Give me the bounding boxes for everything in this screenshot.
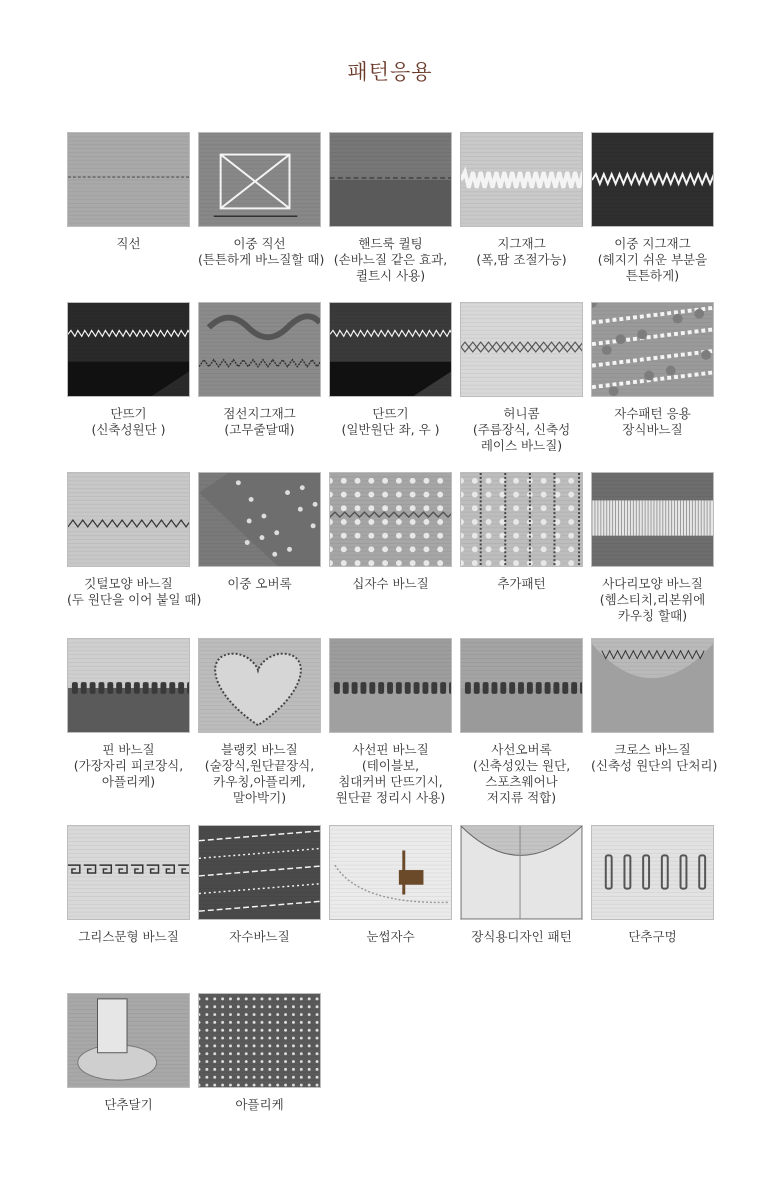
pattern-name: 크로스 바느질 <box>614 742 691 757</box>
shell-tuck-icon <box>329 638 452 733</box>
pattern-name: 점선지그재그 <box>223 406 296 421</box>
pattern-name: 핀 바느질 <box>102 742 155 757</box>
pattern-item <box>67 638 190 806</box>
pattern-caption <box>329 929 452 945</box>
pattern-description: (신축성원단 ) <box>91 422 166 437</box>
honeycomb-icon <box>460 302 583 397</box>
pattern-name: 허니콤 <box>503 406 540 421</box>
pattern-description: (손바느질 같은 효과, <box>333 252 448 267</box>
pattern-row <box>67 472 714 624</box>
pattern-item <box>460 472 583 624</box>
pattern-caption <box>591 406 714 438</box>
pattern-row <box>67 302 714 454</box>
embroidery-icon <box>198 825 321 920</box>
pattern-caption <box>198 576 321 592</box>
cross-stitch-stretch-icon <box>591 638 714 733</box>
pattern-item <box>591 132 714 284</box>
pattern-description: 카우칭,아플리케, <box>213 774 306 789</box>
pattern-name: 단추구멍 <box>628 929 677 944</box>
pattern-caption <box>67 742 190 790</box>
pattern-caption <box>198 1097 321 1113</box>
pattern-item <box>329 132 452 284</box>
pattern-row <box>67 132 714 284</box>
pattern-item <box>591 302 714 454</box>
pattern-description: 레이스 바느질) <box>480 438 563 453</box>
pattern-item <box>460 638 583 806</box>
pattern-item <box>460 825 583 945</box>
dotted-zigzag-icon <box>198 302 321 397</box>
pattern-description: 저지류 적합) <box>486 790 557 805</box>
buttonhole-icon <box>591 825 714 920</box>
hem-blind-icon <box>329 302 452 397</box>
pattern-name: 장식용디자인 패턴 <box>471 929 572 944</box>
pattern-name: 자수바느질 <box>229 929 290 944</box>
pattern-caption <box>67 236 190 252</box>
pattern-caption <box>329 742 452 806</box>
pattern-item <box>67 825 190 945</box>
pattern-caption <box>460 406 583 454</box>
eyelash-embroidery-icon <box>329 825 452 920</box>
pattern-name: 깃털모양 바느질 <box>84 576 173 591</box>
pattern-item <box>67 472 202 624</box>
pattern-caption <box>198 929 321 945</box>
pattern-name: 단추달기 <box>104 1097 153 1112</box>
zigzag-icon <box>460 132 583 227</box>
pattern-description: (가장자리 피코장식, <box>73 758 184 773</box>
pattern-item <box>67 302 190 454</box>
pattern-description: (고무줄달때) <box>224 422 295 437</box>
pattern-item <box>198 825 321 945</box>
pattern-name: 추가패턴 <box>497 576 546 591</box>
pin-stitch-icon <box>67 638 190 733</box>
pattern-description: (헤지기 쉬운 부분을 <box>597 252 708 267</box>
applique-icon <box>198 993 321 1088</box>
pattern-name: 단뜨기 <box>372 406 409 421</box>
pattern-description: 아플리케) <box>101 774 156 789</box>
pattern-item <box>329 472 452 624</box>
pattern-item <box>198 993 321 1113</box>
pattern-caption <box>67 929 190 945</box>
pattern-name: 단뜨기 <box>110 406 147 421</box>
pattern-name: 직선 <box>116 236 141 251</box>
pattern-name: 그리스문형 바느질 <box>78 929 179 944</box>
pattern-description: 원단끝 정리시 사용) <box>335 790 446 805</box>
feather-stitch-icon <box>67 472 190 567</box>
greek-key-icon <box>67 825 190 920</box>
pattern-caption <box>460 236 583 268</box>
double-overlock-icon <box>198 472 321 567</box>
pattern-name: 이중 직선 <box>233 236 286 251</box>
pattern-item <box>591 638 718 806</box>
pattern-name: 눈썹자수 <box>366 929 415 944</box>
pattern-description: (주름장식, 신축성 <box>472 422 571 437</box>
pattern-description: 장식바느질 <box>622 422 683 437</box>
pattern-caption <box>67 406 190 438</box>
pattern-description: (일반원단 좌, 우 ) <box>341 422 440 437</box>
pattern-caption <box>329 576 452 592</box>
pattern-description: (신축성있는 원단, <box>472 758 571 773</box>
pattern-name: 블랭킷 바느질 <box>221 742 298 757</box>
pattern-description: (신축성 원단의 단처리) <box>591 758 718 773</box>
pattern-item <box>198 132 325 284</box>
pattern-description: 퀼트시 사용) <box>355 268 426 283</box>
pattern-caption <box>329 236 452 284</box>
double-zigzag-icon <box>591 132 714 227</box>
pattern-name: 사선핀 바느질 <box>352 742 429 757</box>
pattern-description: (폭,땀 조절가능) <box>476 252 567 267</box>
pattern-item <box>198 638 321 806</box>
pattern-row <box>67 638 718 806</box>
pattern-caption <box>460 742 583 806</box>
pattern-caption <box>460 929 583 945</box>
pattern-name: 자수패턴 응용 <box>614 406 691 421</box>
pattern-row <box>67 825 714 945</box>
pattern-caption <box>198 742 321 806</box>
pattern-caption <box>67 576 202 608</box>
pattern-item <box>329 825 452 945</box>
pattern-item <box>67 993 190 1113</box>
pattern-item <box>591 825 714 945</box>
pattern-name: 사선오버록 <box>491 742 552 757</box>
pattern-description: 카우칭 할때) <box>617 608 688 623</box>
diagonal-overlock-icon <box>460 638 583 733</box>
extra-pattern-icon <box>460 472 583 567</box>
pattern-name: 사다리모양 바느질 <box>602 576 703 591</box>
pattern-caption <box>591 742 718 774</box>
pattern-description: 스포츠웨어나 <box>485 774 558 789</box>
double-straight-stitch-icon <box>198 132 321 227</box>
pattern-caption <box>591 236 714 284</box>
hem-stretch-icon <box>67 302 190 397</box>
decorative-design-icon <box>460 825 583 920</box>
pattern-description: (테이블보, <box>361 758 420 773</box>
pattern-name: 지그재그 <box>497 236 546 251</box>
pattern-item <box>591 472 714 624</box>
pattern-description: 침대커버 단뜨기시, <box>338 774 443 789</box>
pattern-caption <box>67 1097 190 1113</box>
pattern-item <box>198 472 321 624</box>
pattern-item <box>198 302 321 454</box>
pattern-item <box>460 302 583 454</box>
pattern-description: 말아박기) <box>232 790 287 805</box>
pattern-caption <box>591 576 714 624</box>
blanket-stitch-icon <box>198 638 321 733</box>
pattern-description: (두 원단을 이어 붙일 때) <box>67 592 202 607</box>
pattern-name: 십자수 바느질 <box>352 576 429 591</box>
pattern-name: 이중 지그재그 <box>614 236 691 251</box>
page-title: 패턴응용 <box>347 60 433 84</box>
pattern-caption <box>198 406 321 438</box>
pattern-item <box>460 132 583 284</box>
pattern-name: 이중 오버록 <box>227 576 292 591</box>
pattern-item <box>329 302 452 454</box>
pattern-description: (술장식,원단끝장식, <box>204 758 315 773</box>
pattern-row <box>67 993 321 1113</box>
ladder-stitch-icon <box>591 472 714 567</box>
straight-stitch-icon <box>67 132 190 227</box>
pattern-description: (헴스티치,리본위에 <box>599 592 706 607</box>
pattern-caption <box>329 406 452 438</box>
pattern-name: 아플리케 <box>235 1097 284 1112</box>
pattern-item <box>67 132 190 284</box>
pattern-name: 핸드룩 퀼팅 <box>358 236 423 251</box>
cross-stitch-icon <box>329 472 452 567</box>
pattern-caption <box>591 929 714 945</box>
pattern-description: (튼튼하게 바느질할 때) <box>198 252 325 267</box>
button-sewing-icon <box>67 993 190 1088</box>
embroidery-pattern-icon <box>591 302 714 397</box>
pattern-description: 튼튼하게) <box>625 268 680 283</box>
pattern-item <box>329 638 452 806</box>
hand-look-quilting-icon <box>329 132 452 227</box>
pattern-caption <box>460 576 583 592</box>
pattern-caption <box>198 236 325 268</box>
